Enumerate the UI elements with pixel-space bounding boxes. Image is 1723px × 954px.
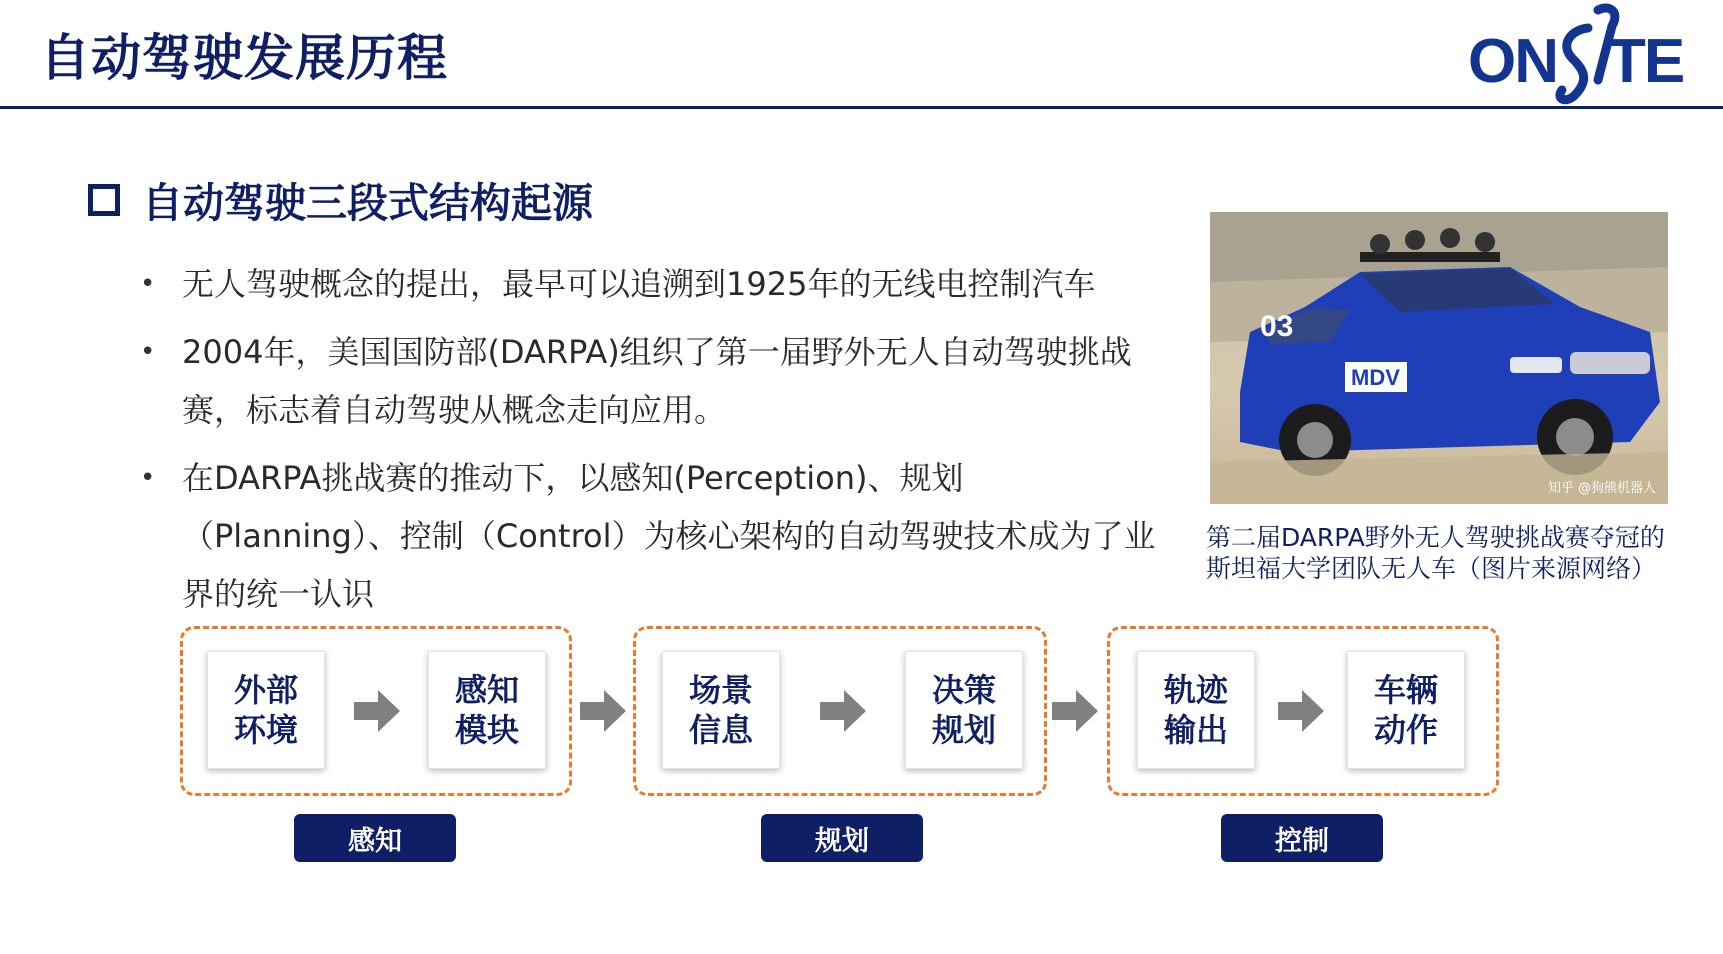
bullet-item [140, 255, 1180, 313]
photo-credit: 知乎 @狗熊机器人 [1547, 481, 1656, 496]
photo-caption: 第二届DARPA野外无人驾驶挑战赛夺冠的斯坦福大学团队无人车（图片来源网络） [1206, 523, 1665, 583]
square-bullet-icon [88, 184, 120, 216]
node-trajectory-output: 轨迹输出 [1137, 651, 1255, 769]
bullet-text: 在DARPA挑战赛的推动下，以感知(Perception)、规划（Planning）、控制（Control）为核心架构的自动驾驶技术成为了业界的统一认识 [182, 459, 1156, 613]
section-heading-text: 自动驾驶三段式结构起源 [142, 179, 593, 227]
bullet-text: 无人驾驶概念的提出，最早可以追溯到1925年的无线电控制汽车 [182, 265, 1096, 303]
car-number: 03 [1260, 310, 1294, 343]
bullet-list [140, 255, 1180, 633]
section-heading [88, 170, 593, 229]
node-scene-info: 场景信息 [662, 651, 780, 769]
node-vehicle-action: 车辆动作 [1347, 651, 1465, 769]
stage-tag-control: 控制 [1221, 814, 1383, 862]
arrow-right-icon [354, 690, 400, 732]
bullet-item [140, 323, 1180, 439]
stanford-car-photo [1210, 212, 1668, 504]
arrow-right-icon [580, 690, 626, 732]
svg-text:TE: TE [1608, 27, 1684, 96]
bullet-item [140, 449, 1180, 623]
bullet-dot-icon: • [140, 463, 156, 493]
stage-tag-planning: 规划 [761, 814, 923, 862]
car-illustration [1210, 212, 1668, 504]
stage-tag-perception: 感知 [294, 814, 456, 862]
bullet-dot-icon: • [140, 269, 156, 299]
node-external-environment: 外部环境 [207, 651, 325, 769]
arrow-right-icon [1052, 690, 1098, 732]
header-divider [0, 106, 1723, 109]
svg-text:ON: ON [1468, 27, 1557, 96]
arrow-right-icon [820, 690, 866, 732]
bullet-text: 2004年，美国国防部(DARPA)组织了第一届野外无人自动驾驶挑战赛，标志着自动驾驶从概念走向应用。 [182, 333, 1132, 429]
svg-text:MDV: MDV [1351, 365, 1400, 390]
onsite-logo [1460, 0, 1690, 110]
bullet-dot-icon: • [140, 337, 156, 367]
node-perception-module: 感知模块 [428, 651, 546, 769]
arrow-right-icon [1278, 690, 1324, 732]
node-decision-planning: 决策规划 [905, 651, 1023, 769]
page-title: 自动驾驶发展历程 [40, 29, 448, 87]
